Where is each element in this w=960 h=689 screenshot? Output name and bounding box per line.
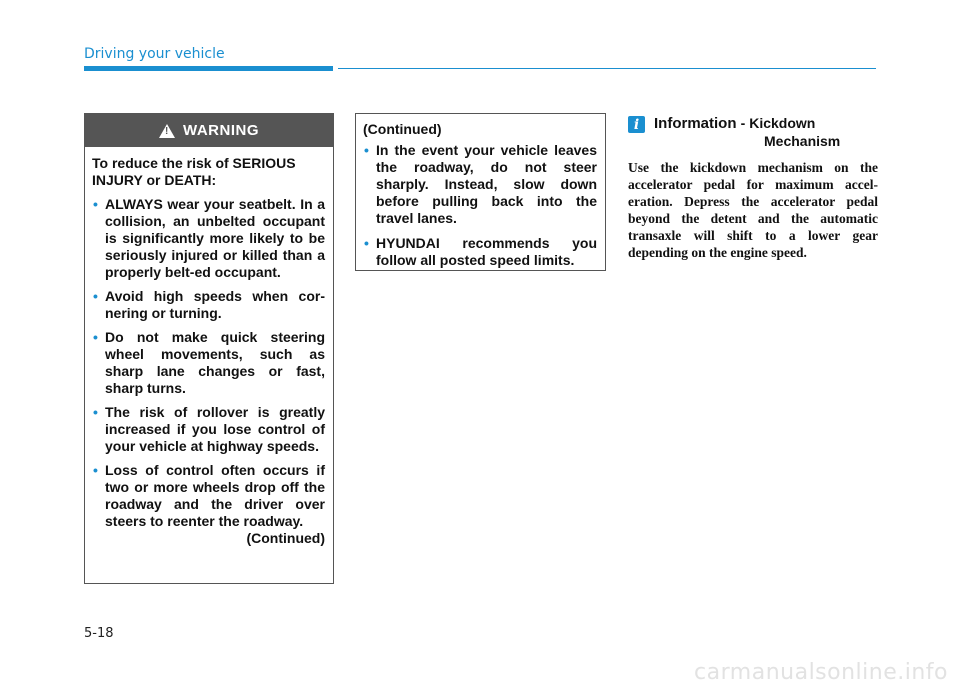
warning-item: • Do not make quick steering wheel movements, such as sharp lane changes or fast, sharp turns. <box>92 329 325 397</box>
continued-list <box>363 142 597 269</box>
continued-body <box>356 114 605 269</box>
watermark: carmanualsonline.info <box>694 660 948 685</box>
continued-item: • In the event your vehicle leaves the roadway, do not steer sharply. Instead, slow down before pulling back into the travel lanes. <box>363 142 597 227</box>
continued-warning-box <box>355 113 606 271</box>
warning-item: • The risk of rollover is greatly increased if you lose control of your vehicle at highway speeds. <box>92 404 325 455</box>
warning-item: • Loss of control often occurs if two or more wheels drop off the roadway and the driver over steers to reenter the roadway. <box>92 462 325 530</box>
section-title: Driving your vehicle <box>84 46 225 62</box>
continued-item: • HYUNDAI recommends you follow all posted speed limits. <box>363 235 597 269</box>
warning-item: • Avoid high speeds when cor-nering or turning. <box>92 288 325 322</box>
page-number: 5-18 <box>84 626 114 641</box>
warning-item: • ALWAYS wear your seatbelt. In a collision, an unbelted occupant is significantly more likely to be seriously injured or killed than a properly belt-ed occupant. <box>92 196 325 281</box>
header-rule-thin <box>338 68 876 69</box>
information-subtitle: - Kickdown <box>740 115 816 131</box>
warning-box <box>84 113 334 584</box>
information-text: Use the kickdown mechanism on the accelerator pedal for maximum accel-eration. Depress the accelerator pedal beyond the detent and the automatic transaxle will shift to a lower gear depending on the engine speed. <box>628 160 878 260</box>
warning-body <box>85 147 333 547</box>
warning-continued: (Continued) <box>246 530 325 546</box>
continued-heading: (Continued) <box>363 121 442 137</box>
header-rule-thick <box>84 66 333 71</box>
warning-intro: To reduce the risk of SERIOUS INJURY or DEATH: <box>92 155 296 188</box>
warning-heading: WARNING <box>183 122 259 139</box>
information-title <box>654 115 815 132</box>
warning-triangle-icon: ! <box>159 124 175 138</box>
information-header <box>628 115 878 133</box>
information-title-text: Information <box>654 115 737 132</box>
warning-list <box>92 196 325 530</box>
information-section <box>628 115 878 261</box>
info-icon: i <box>628 116 645 133</box>
information-subtitle-line2: Mechanism <box>764 133 841 149</box>
warning-header <box>85 114 333 147</box>
